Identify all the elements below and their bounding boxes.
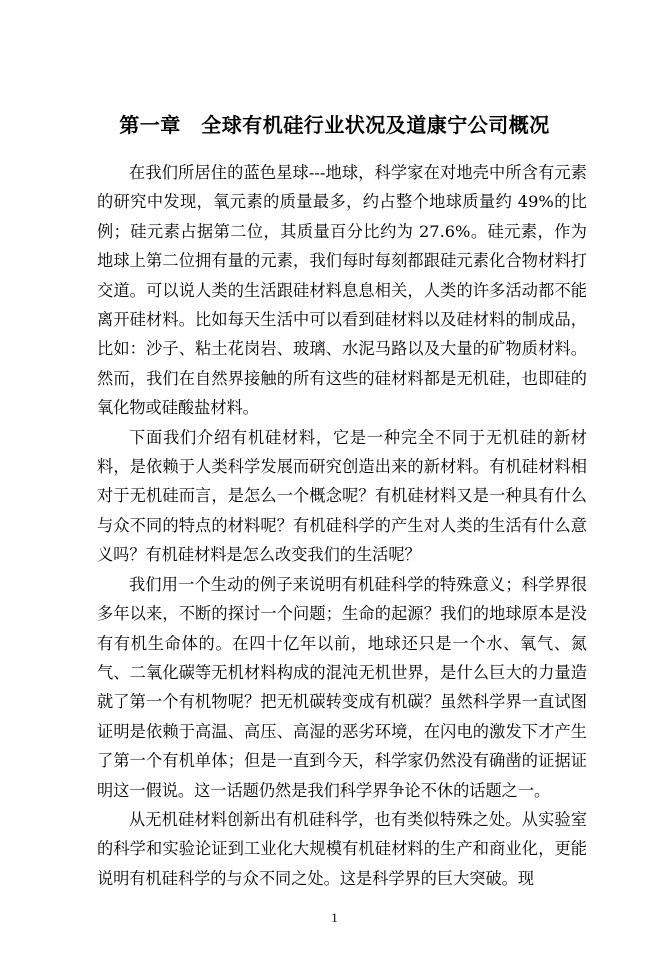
body-text [97,158,587,893]
paragraph: 从无机硅材料创新出有机硅科学，也有类似特殊之处。从实验室的科学和实验论证到工业化大规模有机硅材料的生产和商业化，更能说明有机硅科学的与众不同之处。这是科学界的巨大突破。现 [97,809,587,888]
paragraph: 在我们所居住的蓝色星球---地球，科学家在对地壳中所含有元素的研究中发现，氧元素的质量最多，约占整个地球质量约 49%的比例；硅元素占据第二位，其质量百分比约为 27.6%。硅元素，作为地球上第二位拥有量的元素，我们每时每刻都跟硅元素化合物材料打交道。可以说人类的生活跟硅材料息息相关，人类的许多活动都不能离开硅材料。比如每天生活中可以看到硅材料以及硅材料的制成品，比如：沙子、粘土花岗岩、玻璃、水泥马路以及大量的矿物质材料。然而，我们在自然界接触的所有这些的硅材料都是无机硅，也即硅的氧化物或硅酸盐材料。 [97,163,587,418]
paragraph: 我们用一个生动的例子来说明有机硅科学的特殊意义；科学界很多年以来，不断的探讨一个问题；生命的起源？我们的地球原本是没有有机生命体的。在四十亿年以前，地球还只是一个水、氧气、氮气、二氧化碳等无机材料构成的混沌无机世界，是什么巨大的力量造就了第一个有机物呢？把无机碳转变成有机碳？虽然科学界一直试图证明是依赖于高温、高压、高湿的恶劣环境，在闪电的激发下才产生了第一个有机单体；但是一直到今天，科学家仍然没有确凿的证据证明这一假说。这一话题仍然是我们科学界争论不休的话题之一。 [97,574,587,800]
page-number: 1 [331,910,338,925]
chapter-title: 第一章 全球有机硅行业状况及道康宁公司概况 [119,113,550,138]
paragraph: 下面我们介绍有机硅材料，它是一种完全不同于无机硅的新材料，是依赖于人类科学发展而研究创造出来的新材料。有机硅材料相对于无机硅而言，是怎么一个概念呢？有机硅材料又是一种具有什么与众不同的特点的材料呢？有机硅科学的产生对人类的生活有什么意义吗？有机硅材料是怎么改变我们的生活呢？ [97,427,587,565]
